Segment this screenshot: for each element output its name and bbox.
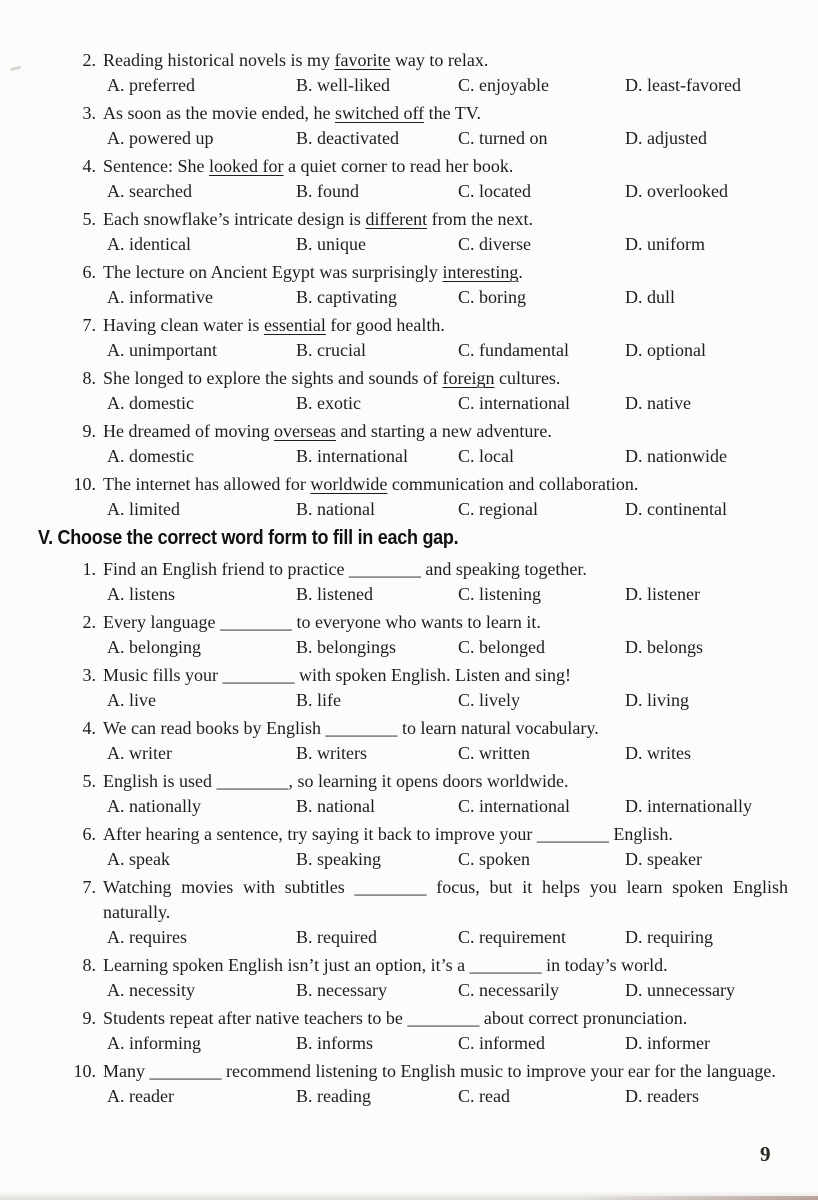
option-d: D. least-favored xyxy=(625,75,741,95)
stem-text: The lecture on Ancient Egypt was surprisingly xyxy=(103,262,443,282)
question-stem xyxy=(103,366,788,391)
question-number: 9. xyxy=(82,1008,96,1028)
section-heading-text: V. Choose the correct word form to fill in each gap. xyxy=(38,527,459,549)
option-c: C. located xyxy=(458,181,531,201)
option-b: B. captivating xyxy=(296,287,397,307)
stem-text: Many ________ recommend listening to English music to improve your ear for the language. xyxy=(103,1061,776,1081)
question xyxy=(0,472,818,522)
option-a: A. powered up xyxy=(107,128,214,148)
stem-text: Find an English friend to practice ________ and speaking together. xyxy=(103,559,587,579)
question-number: 9. xyxy=(82,421,96,441)
question-stem xyxy=(103,1059,788,1084)
option-c: C. local xyxy=(458,446,514,466)
question-number: 2. xyxy=(82,50,96,70)
option-d: D. unnecessary xyxy=(625,980,735,1000)
question-number: 6. xyxy=(82,824,96,844)
option-d: D. belongs xyxy=(625,637,703,657)
question xyxy=(0,663,818,713)
option-a: A. limited xyxy=(107,499,180,519)
stem-text: She longed to explore the sights and sounds of xyxy=(103,368,443,388)
option-c: C. spoken xyxy=(458,849,530,869)
option-b: B. well-liked xyxy=(296,75,390,95)
question-number: 1. xyxy=(82,559,96,579)
question xyxy=(0,419,818,469)
stem-text: Having clean water is xyxy=(103,315,264,335)
option-a: A. identical xyxy=(107,234,191,254)
question xyxy=(0,366,818,416)
option-b: B. crucial xyxy=(296,340,366,360)
option-b: B. unique xyxy=(296,234,366,254)
question-number: 8. xyxy=(82,955,96,975)
option-c: C. fundamental xyxy=(458,340,569,360)
question xyxy=(0,716,818,766)
question xyxy=(0,1006,818,1056)
option-a: A. unimportant xyxy=(107,340,217,360)
option-d: D. informer xyxy=(625,1033,710,1053)
question xyxy=(0,48,818,98)
options-row xyxy=(107,179,788,204)
options-row xyxy=(107,73,788,98)
option-a: A. domestic xyxy=(107,446,194,466)
option-c: C. belonged xyxy=(458,637,545,657)
option-b: B. deactivated xyxy=(296,128,399,148)
stem-text: Each snowflake’s intricate design is xyxy=(103,209,366,229)
option-d: D. optional xyxy=(625,340,706,360)
options-row xyxy=(107,847,788,872)
stem-text: We can read books by English ________ to learn natural vocabulary. xyxy=(103,718,599,738)
option-a: A. searched xyxy=(107,181,192,201)
question-stem xyxy=(103,207,788,232)
option-c: C. diverse xyxy=(458,234,531,254)
option-d: D. nationwide xyxy=(625,446,727,466)
stem-text: Sentence: She xyxy=(103,156,209,176)
option-c: C. lively xyxy=(458,690,520,710)
question xyxy=(0,1059,818,1109)
question xyxy=(0,875,818,950)
option-a: A. preferred xyxy=(107,75,195,95)
option-d: D. native xyxy=(625,393,691,413)
option-d: D. writes xyxy=(625,743,691,763)
question xyxy=(0,610,818,660)
option-c: C. written xyxy=(458,743,530,763)
options-row xyxy=(107,497,788,522)
options-row xyxy=(107,978,788,1003)
underlined-word: favorite xyxy=(334,50,391,70)
option-a: A. belonging xyxy=(107,637,201,657)
question xyxy=(0,313,818,363)
options-row xyxy=(107,1084,788,1109)
option-d: D. continental xyxy=(625,499,727,519)
question xyxy=(0,154,818,204)
question-number: 3. xyxy=(82,103,96,123)
option-d: D. requiring xyxy=(625,927,713,947)
question-stem xyxy=(103,557,788,582)
question-number: 4. xyxy=(82,156,96,176)
option-b: B. international xyxy=(296,446,408,466)
option-a: A. live xyxy=(107,690,156,710)
options-row xyxy=(107,794,788,819)
option-b: B. exotic xyxy=(296,393,361,413)
question-stem xyxy=(103,313,788,338)
option-b: B. national xyxy=(296,796,375,816)
stem-text: Learning spoken English isn’t just an option, it’s a ________ in today’s world. xyxy=(103,955,668,975)
question-number: 5. xyxy=(82,771,96,791)
option-b: B. reading xyxy=(296,1086,371,1106)
option-c: C. necessarily xyxy=(458,980,559,1000)
underlined-word: different xyxy=(365,209,428,229)
option-b: B. informs xyxy=(296,1033,374,1053)
underlined-word: overseas xyxy=(273,421,336,441)
stem-text: and starting a new adventure. xyxy=(335,421,552,441)
question xyxy=(0,953,818,1003)
underlined-word: essential xyxy=(263,315,326,335)
options-row xyxy=(107,582,788,607)
stem-text: . xyxy=(518,262,523,282)
stem-text: a quiet corner to read her book. xyxy=(283,156,514,176)
option-c: C. boring xyxy=(458,287,527,307)
option-c: C. enjoyable xyxy=(458,75,549,95)
question xyxy=(0,260,818,310)
option-b: B. necessary xyxy=(296,980,387,1000)
underlined-word: looked for xyxy=(208,156,284,176)
stem-text: Watching movies with subtitles ________ focus, but it helps you learn spoken English naturally. xyxy=(103,877,788,922)
question-stem xyxy=(103,1006,788,1031)
options-row xyxy=(107,925,788,950)
question-stem xyxy=(103,419,788,444)
option-b: B. belongings xyxy=(296,637,397,657)
options-row xyxy=(107,741,788,766)
stem-text: communication and collaboration. xyxy=(387,474,639,494)
stem-text: Reading historical novels is my xyxy=(103,50,335,70)
option-d: D. adjusted xyxy=(625,128,707,148)
options-row xyxy=(107,126,788,151)
option-a: A. listens xyxy=(107,584,176,604)
option-d: D. listener xyxy=(625,584,700,604)
question-number: 10. xyxy=(73,474,96,494)
option-d: D. internationally xyxy=(625,796,752,816)
option-a: A. requires xyxy=(107,927,187,947)
question-number: 7. xyxy=(82,315,96,335)
option-b: B. listened xyxy=(296,584,373,604)
option-b: B. writers xyxy=(296,743,367,763)
option-b: B. required xyxy=(296,927,377,947)
stem-text: The internet has allowed for xyxy=(103,474,311,494)
options-row xyxy=(107,232,788,257)
question-number: 5. xyxy=(82,209,96,229)
scan-artifact xyxy=(578,1196,818,1200)
options-row xyxy=(107,688,788,713)
stem-text: the TV. xyxy=(424,103,481,123)
option-b: B. speaking xyxy=(296,849,381,869)
question-number: 3. xyxy=(82,665,96,685)
option-a: A. domestic xyxy=(107,393,194,413)
underlined-word: worldwide xyxy=(310,474,388,494)
option-a: A. informing xyxy=(107,1033,201,1053)
question-number: 7. xyxy=(82,877,96,897)
question-stem xyxy=(103,769,788,794)
option-d: D. speaker xyxy=(625,849,702,869)
option-d: D. uniform xyxy=(625,234,705,254)
option-a: A. nationally xyxy=(107,796,201,816)
option-a: A. reader xyxy=(107,1086,174,1106)
question-number: 2. xyxy=(82,612,96,632)
option-d: D. readers xyxy=(625,1086,699,1106)
question-number: 4. xyxy=(82,718,96,738)
option-c: C. read xyxy=(458,1086,510,1106)
stem-text: Every language ________ to everyone who wants to learn it. xyxy=(103,612,541,632)
question-stem xyxy=(103,101,788,126)
stem-text: Music fills your ________ with spoken English. Listen and sing! xyxy=(103,665,571,685)
question xyxy=(0,769,818,819)
question-number: 8. xyxy=(82,368,96,388)
option-a: A. writer xyxy=(107,743,172,763)
question-stem xyxy=(103,663,788,688)
options-row xyxy=(107,391,788,416)
page-content xyxy=(0,48,818,1112)
underlined-word: interesting xyxy=(442,262,519,282)
stem-text: English is used ________, so learning it opens doors worldwide. xyxy=(103,771,569,791)
option-c: C. international xyxy=(458,393,570,413)
question xyxy=(0,557,818,607)
question-stem xyxy=(103,953,788,978)
underlined-word: switched off xyxy=(334,103,425,123)
question-number: 6. xyxy=(82,262,96,282)
question-stem xyxy=(103,154,788,179)
stem-text: for good health. xyxy=(325,315,445,335)
stem-text: As soon as the movie ended, he xyxy=(103,103,335,123)
option-c: C. informed xyxy=(458,1033,545,1053)
option-a: A. necessity xyxy=(107,980,195,1000)
section-heading xyxy=(38,525,818,551)
question-stem xyxy=(103,875,788,925)
stem-text: After hearing a sentence, try saying it back to improve your ________ English. xyxy=(103,824,673,844)
stem-text: from the next. xyxy=(427,209,534,229)
question xyxy=(0,207,818,257)
option-b: B. life xyxy=(296,690,341,710)
option-d: D. dull xyxy=(625,287,676,307)
options-row xyxy=(107,338,788,363)
option-c: C. requirement xyxy=(458,927,566,947)
options-row xyxy=(107,444,788,469)
question-stem xyxy=(103,260,788,285)
question-stem xyxy=(103,822,788,847)
stem-text: way to relax. xyxy=(390,50,489,70)
option-d: D. overlooked xyxy=(625,181,728,201)
stem-text: He dreamed of moving xyxy=(103,421,274,441)
question-stem xyxy=(103,716,788,741)
question xyxy=(0,822,818,872)
question-stem xyxy=(103,472,788,497)
stem-text: Students repeat after native teachers to be ________ about correct pronunciation. xyxy=(103,1008,688,1028)
option-c: C. international xyxy=(458,796,570,816)
option-a: A. speak xyxy=(107,849,170,869)
stem-text: cultures. xyxy=(494,368,561,388)
question-stem xyxy=(103,48,788,73)
underlined-word: foreign xyxy=(442,368,495,388)
option-c: C. turned on xyxy=(458,128,548,148)
option-d: D. living xyxy=(625,690,690,710)
question-number: 10. xyxy=(73,1061,96,1081)
option-c: C. listening xyxy=(458,584,542,604)
option-a: A. informative xyxy=(107,287,213,307)
option-b: B. found xyxy=(296,181,359,201)
options-row xyxy=(107,285,788,310)
page-number: 9 xyxy=(760,1142,771,1166)
options-row xyxy=(107,1031,788,1056)
options-row xyxy=(107,635,788,660)
question-stem xyxy=(103,610,788,635)
question xyxy=(0,101,818,151)
option-b: B. national xyxy=(296,499,375,519)
option-c: C. regional xyxy=(458,499,538,519)
